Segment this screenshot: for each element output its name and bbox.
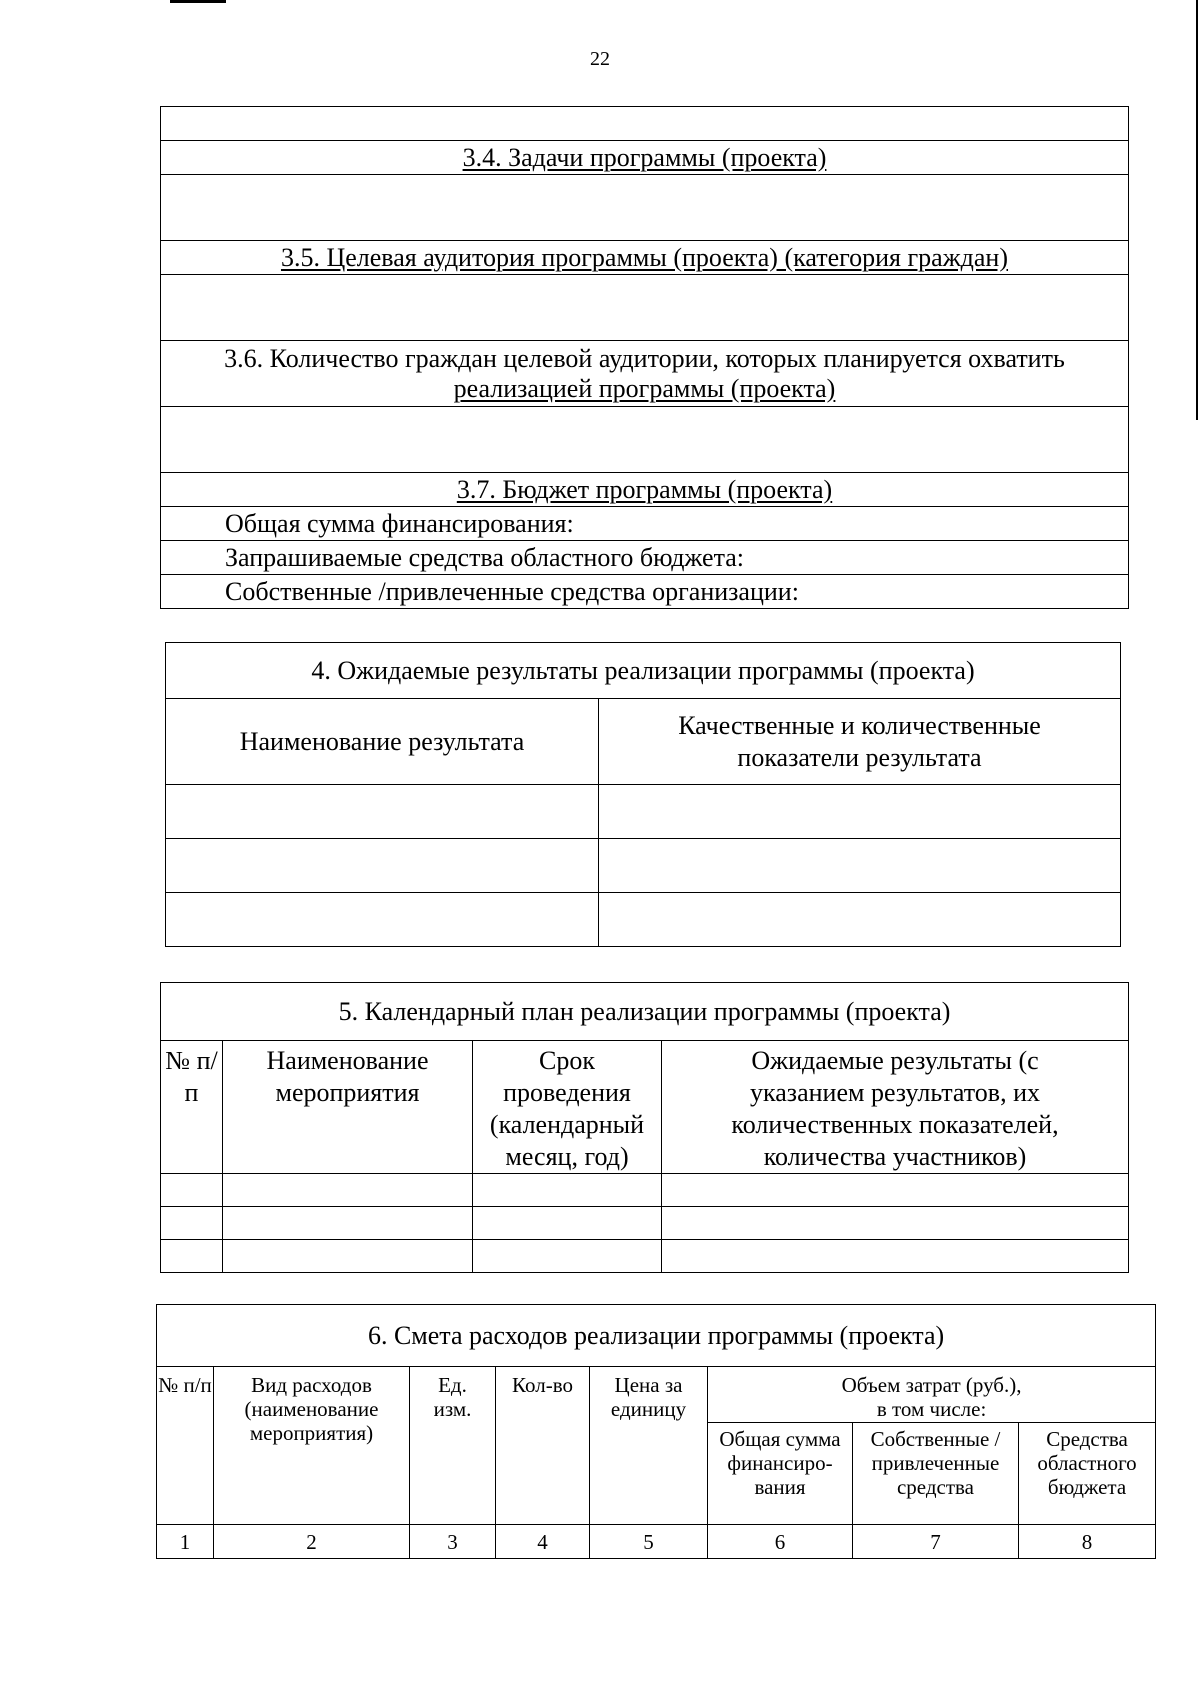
section4-cell[interactable]: [166, 839, 599, 893]
section6-table: [156, 1304, 1156, 1559]
count-title: [161, 341, 1129, 407]
section6-col-volume: Объем затрат (руб.), в том числе:: [708, 1367, 1156, 1423]
section6-number-cell: 2: [214, 1525, 410, 1559]
section4-col-result-name: Наименование результата: [166, 699, 599, 785]
section5-title: 5. Календарный план реализации программы (проекта): [161, 983, 1129, 1041]
section4-table: [165, 642, 1121, 947]
section6-col-unit: Ед. изм.: [410, 1367, 496, 1525]
section4-cell[interactable]: [599, 785, 1121, 839]
section5-cell[interactable]: [223, 1240, 473, 1273]
section4-cell[interactable]: [166, 893, 599, 947]
section6-number-cell: 8: [1019, 1525, 1156, 1559]
budget-own[interactable]: Собственные /привлеченные средства организации:: [161, 575, 1129, 609]
section6-number-cell: 5: [590, 1525, 708, 1559]
section3-table: [160, 106, 1129, 609]
section6-number-cell: 7: [853, 1525, 1019, 1559]
section5-col-date: Срок проведения (календарный месяц, год): [473, 1041, 662, 1174]
page-number: 22: [590, 48, 610, 70]
section5-cell[interactable]: [473, 1240, 662, 1273]
section6-title: 6. Смета расходов реализации программы (проекта): [157, 1305, 1156, 1367]
section5-col-num: № п/п: [161, 1041, 223, 1174]
section5-cell[interactable]: [161, 1174, 223, 1207]
section5-cell[interactable]: [161, 1207, 223, 1240]
tasks-field[interactable]: [161, 175, 1129, 241]
section5-cell[interactable]: [473, 1174, 662, 1207]
section5-cell[interactable]: [223, 1174, 473, 1207]
section5-cell[interactable]: [161, 1240, 223, 1273]
section4-cell[interactable]: [599, 839, 1121, 893]
section3-empty-row-top: [161, 107, 1129, 141]
audience-title: 3.5. Целевая аудитория программы (проекта) (категория граждан): [161, 241, 1129, 275]
count-title-line2: реализацией программы (проекта): [453, 373, 836, 403]
section6-number-cell: 6: [708, 1525, 853, 1559]
section6-number-cell: 3: [410, 1525, 496, 1559]
section6-col-total: Общая сумма финансиро-вания: [708, 1423, 853, 1525]
section5-cell[interactable]: [662, 1240, 1129, 1273]
section6-col-regional: Средства областного бюджета: [1019, 1423, 1156, 1525]
section6-col-qty: Кол-во: [496, 1367, 590, 1525]
audience-field[interactable]: [161, 275, 1129, 341]
section6-number-cell: 4: [496, 1525, 590, 1559]
section6-col-price: Цена за единицу: [590, 1367, 708, 1525]
count-title-line1: 3.6. Количество граждан целевой аудитории, которых планируется охватить: [224, 343, 1065, 373]
section4-col-indicators: Качественные и количественные показатели результата: [599, 699, 1121, 785]
section5-col-expected: Ожидаемые результаты (с указанием результатов, их количественных показателей, количества участников): [662, 1041, 1129, 1174]
count-field[interactable]: [161, 407, 1129, 473]
section6-number-cell: 1: [157, 1525, 214, 1559]
budget-title: 3.7. Бюджет программы (проекта): [161, 473, 1129, 507]
section4-cell[interactable]: [166, 785, 599, 839]
section5-table: [160, 982, 1129, 1273]
section6-col-type: Вид расходов (наименование мероприятия): [214, 1367, 410, 1525]
section6-col-own: Собственные / привлеченные средства: [853, 1423, 1019, 1525]
section5-cell[interactable]: [473, 1207, 662, 1240]
budget-regional[interactable]: Запрашиваемые средства областного бюджета:: [161, 541, 1129, 575]
tasks-title: 3.4. Задачи программы (проекта): [161, 141, 1129, 175]
section5-col-event: Наименование мероприятия: [223, 1041, 473, 1174]
budget-total[interactable]: Общая сумма финансирования:: [161, 507, 1129, 541]
section4-title: 4. Ожидаемые результаты реализации программы (проекта): [166, 643, 1121, 699]
section5-cell[interactable]: [662, 1174, 1129, 1207]
section4-cell[interactable]: [599, 893, 1121, 947]
section5-cell[interactable]: [662, 1207, 1129, 1240]
section5-cell[interactable]: [223, 1207, 473, 1240]
top-edge-mark: [170, 0, 226, 3]
section6-col-num: № п/п: [157, 1367, 214, 1525]
